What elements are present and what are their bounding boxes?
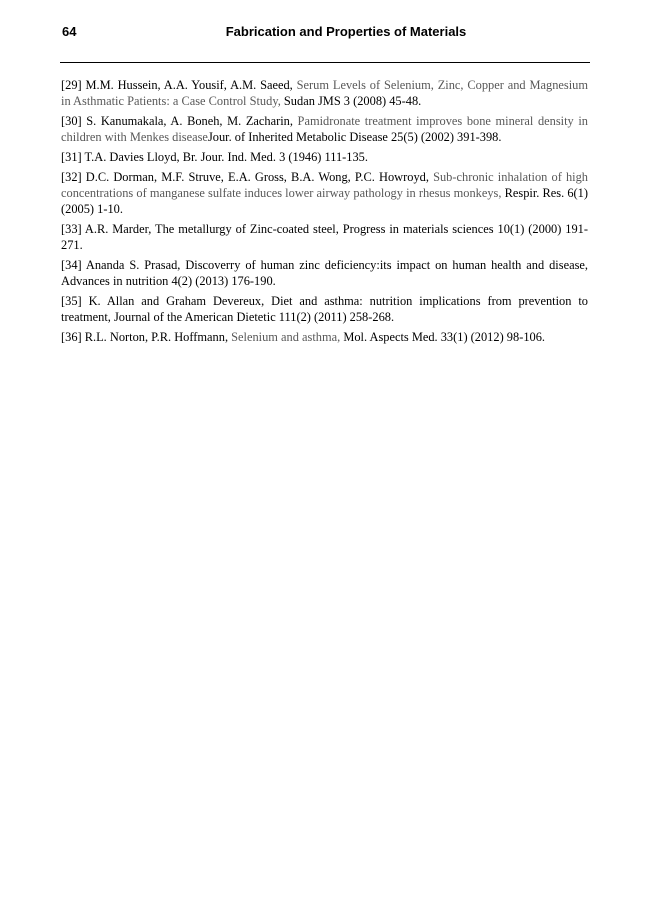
reference-source: Jour. of Inherited Metabolic Disease 25(5) (2002) 391-398.	[207, 130, 502, 144]
reference-source: Mol. Aspects Med. 33(1) (2012) 98-106.	[340, 330, 545, 344]
page-number: 64	[62, 24, 77, 39]
reference-source: Respir. Res. 6(1) (2005) 1-10.	[61, 186, 588, 216]
running-title: Fabrication and Properties of Materials	[225, 24, 467, 39]
reference-31: [31] T.A. Davies Lloyd, Br. Jour. Ind. Med. 3 (1946) 111-135.	[61, 150, 368, 164]
reference-32	[61, 169, 588, 217]
reference-35: [35] K. Allan and Graham Devereux, Diet and asthma: nutrition implications from prevention to treatment, Journal of the American Dietetic 111(2) (2011) 258-268.	[61, 294, 588, 324]
reference-title: Selenium and asthma,	[231, 330, 341, 344]
reference-authors: [29] M.M. Hussein, A.A. Yousif, A.M. Saeed,	[61, 78, 297, 92]
reference-source: Sudan JMS 3 (2008) 45-48.	[280, 94, 422, 108]
reference-29	[61, 77, 588, 109]
reference-authors: [32] D.C. Dorman, M.F. Struve, E.A. Gross, B.A. Wong, P.C. Howroyd,	[61, 170, 434, 184]
reference-34: [34] Ananda S. Prasad, Discoverry of human zinc deficiency:its impact on human health and disease, Advances in nutrition 4(2) (2013) 176-190.	[61, 258, 588, 288]
reference-title: Pamidronate treatment improves bone mineral density in children with Menkes disease	[61, 114, 588, 144]
reference-30	[61, 113, 588, 145]
reference-33: [33] A.R. Marder, The metallurgy of Zinc-coated steel, Progress in materials sciences 10(1) (2000) 191-271.	[61, 222, 588, 252]
reference-authors: [30] S. Kanumakala, A. Boneh, M. Zacharin,	[61, 114, 298, 128]
reference-title: Sub-chronic inhalation of high concentrations of manganese sulfate induces lower airway pathology in rhesus monkeys,	[61, 170, 588, 200]
header-rule	[60, 62, 590, 63]
reference-36	[61, 329, 588, 345]
reference-authors: [36] R.L. Norton, P.R. Hoffmann,	[61, 330, 232, 344]
reference-title: Serum Levels of Selenium, Zinc, Copper and Magnesium in Asthmatic Patients: a Case Control Study,	[61, 78, 588, 108]
reference-list	[61, 77, 588, 349]
